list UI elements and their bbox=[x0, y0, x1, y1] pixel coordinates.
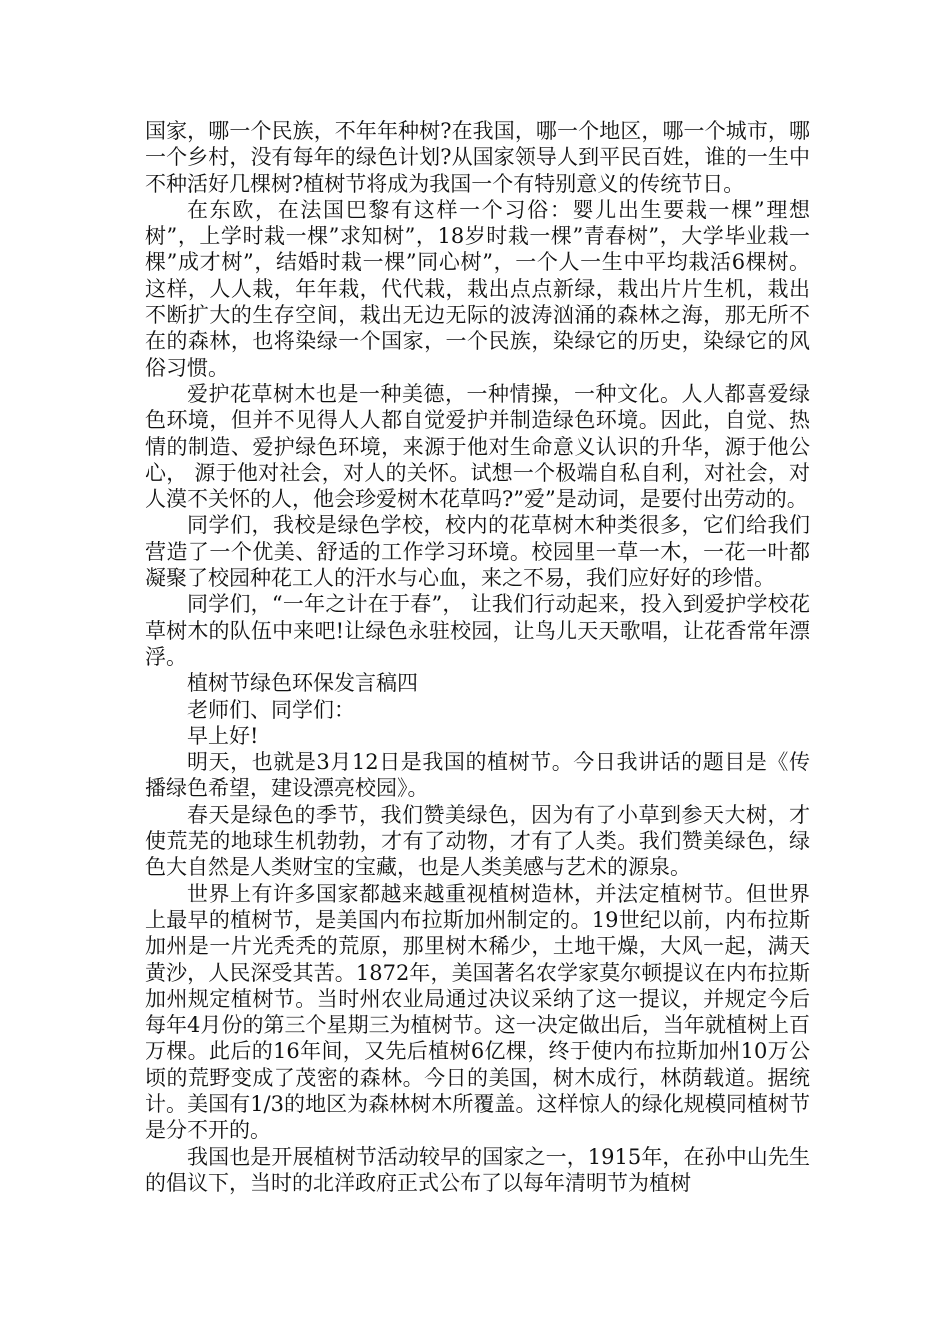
paragraph-11: 世界上有许多国家都越来越重视植树造林，并法定植树节。但世界上最早的植树节，是美国内布拉斯加州制定的。19世纪以前，内布拉斯加州是一片光秃秃的荒原，那里树木稀少，土地干燥，大风一起，满天黄沙，人民深受其苦。1872年，美国著名农学家莫尔顿提议在内布拉斯加州规定植树节。当时州农业局通过决议采纳了这一提议，并规定今后每年4月份的第三个星期三为植树节。这一决定做出后，当年就植树上百万棵。此后的16年间，又先后植树6亿棵，终于使内布拉斯加州10万公顷的荒野变成了茂密的森林。今日的美国，树木成行，林荫载道。据统计。美国有1/3的地区为森林树木所覆盖。这样惊人的绿化规模同植树节是分不开的。 bbox=[145, 881, 810, 1143]
document-page bbox=[145, 118, 810, 1196]
paragraph-2: 在东欧，在法国巴黎有这样一个习俗：婴儿出生要栽一棵”理想树”，上学时栽一棵”求知树”，18岁时栽一棵”青春树”，大学毕业栽一棵”成才树”，结婚时栽一棵”同心树”，一个人一生中平均栽活6棵树。这样，人人栽，年年栽，代代栽，栽出点点新绿，栽出片片生机，栽出不断扩大的生存空间，栽出无边无际的波涛汹涌的森林之海，那无所不在的森林，也将染绿一个国家，一个民族，染绿它的历史，染绿它的风俗习惯。 bbox=[145, 197, 810, 380]
paragraph-3: 爱护花草树木也是一种美德，一种情操，一种文化。人人都喜爱绿色环境，但并不见得人人都自觉爱护并制造绿色环境。因此，自觉、热情的制造、爱护绿色环境，来源于他对生命意义认识的升华，源于他公心， 源于他对社会，对人的关怀。试想一个极端自私自利，对社会，对人漠不关怀的人，他会珍爱树木花草吗?”爱”是动词，是要付出劳动的。 bbox=[145, 381, 810, 512]
paragraph-1: 国家，哪一个民族，不年年种树?在我国，哪一个地区，哪一个城市，哪一个乡村，没有每年的绿色计划?从国家领导人到平民百姓，谁的一生中不种活好几棵树?植树节将成为我国一个有特别意义的传统节日。 bbox=[145, 119, 810, 196]
salutation: 老师们、同学们： bbox=[187, 697, 355, 722]
paragraph-10: 春天是绿色的季节，我们赞美绿色，因为有了小草到参天大树，才使荒芜的地球生机勃勃，才有了动物，才有了人类。我们赞美绿色，绿色大自然是人类财宝的宝藏，也是人类美感与艺术的源泉。 bbox=[145, 802, 810, 880]
section-heading: 植树节绿色环保发言稿四 bbox=[187, 671, 418, 696]
greeting: 早上好! bbox=[187, 723, 259, 748]
paragraph-4: 同学们，我校是绿色学校，校内的花草树木种类很多，它们给我们营造了一个优美、舒适的工作学习环境。校园里一草一木，一花一叶都凝聚了校园种花工人的汗水与心血，来之不易，我们应好好的珍惜。 bbox=[145, 513, 810, 591]
paragraph-5: 同学们，“一年之计在于春”， 让我们行动起来，投入到爱护学校花草树木的队伍中来吧!让绿色永驻校园，让鸟儿天天歌唱，让花香常年漂浮。 bbox=[145, 592, 810, 669]
paragraph-12: 我国也是开展植树节活动较早的国家之一，1915年，在孙中山先生的倡议下，当时的北洋政府正式公布了以每年清明节为植树 bbox=[145, 1144, 810, 1195]
paragraph-9: 明天，也就是3月12日是我国的植树节。今日我讲话的题目是《传播绿色希望，建设漂亮校园》。 bbox=[145, 750, 810, 801]
